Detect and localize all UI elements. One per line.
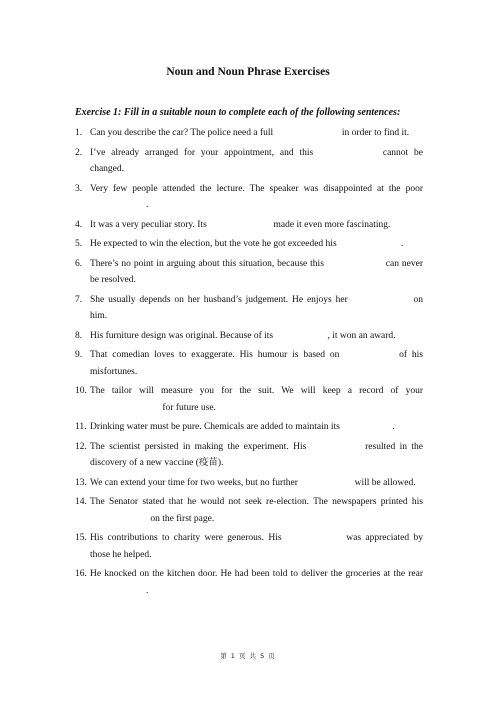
exercise-item: [75, 217, 423, 234]
exercise-item: [75, 475, 423, 492]
item-text-before-blank: It was a very peculiar story. Its: [90, 219, 207, 230]
item-text-before-blank: His contributions to charity were generous. His: [90, 533, 282, 543]
item-text-before-blank: There’s no point in arguing about this situation, because this: [90, 258, 324, 269]
exercise-item: [75, 236, 423, 253]
item-number: 6.: [75, 258, 83, 269]
exercise-item: [75, 439, 423, 472]
exercise-item: [75, 328, 423, 345]
item-text-after-blank: .: [146, 585, 149, 596]
item-text-before-blank: The Senator stated that he would not seek re-election. The newspapers printed his: [90, 497, 423, 507]
item-number: 15.: [75, 533, 87, 543]
exercise-item: [75, 419, 423, 436]
item-text-after-blank: on him.: [90, 294, 424, 321]
item-text-after-blank: made it even more fascinating.: [273, 219, 391, 230]
item-number: 5.: [75, 239, 83, 249]
exercise-item: [75, 125, 423, 142]
item-text-after-blank: resulted in the discovery of a new vaccine (疫苗).: [90, 441, 424, 468]
item-text-before-blank: I’ve already arranged for your appointment, and this: [90, 147, 314, 158]
item-text-before-blank: Can you describe the car? The police need a full: [90, 128, 274, 138]
item-number: 16.: [75, 569, 87, 579]
item-text-before-blank: Drinking water must be pure. Chemicals are added to maintain its: [90, 422, 340, 432]
item-number: 12.: [75, 441, 87, 452]
exercise-item: [75, 256, 423, 289]
item-text-after-blank: was appreciated by those he helped.: [90, 533, 424, 560]
item-text-after-blank: on the first page.: [150, 513, 215, 524]
item-text-after-blank: cannot be changed.: [90, 147, 423, 174]
exercise-heading: Exercise 1: Fill in a suitable noun to complete each of the following sentences:: [75, 107, 401, 118]
item-text-after-blank: will be allowed.: [354, 477, 416, 488]
item-number: 10.: [75, 386, 87, 396]
item-text-after-blank: , it won an award.: [327, 330, 396, 341]
item-text-after-blank: for future use.: [162, 402, 216, 413]
item-number: 4.: [75, 219, 83, 230]
item-number: 13.: [75, 477, 87, 488]
item-text-before-blank: That comedian loves to exaggerate. His humour is based on: [90, 350, 340, 360]
item-text-before-blank: We can extend your time for two weeks, but no further: [90, 477, 298, 488]
item-number: 7.: [75, 294, 83, 305]
item-text-after-blank: in order to find it.: [341, 128, 410, 138]
item-text-before-blank: Very few people attended the lecture. The speaker was disappointed at the poor: [90, 183, 423, 194]
item-number: 9.: [75, 350, 83, 360]
item-number: 3.: [75, 183, 83, 194]
item-text-after-blank: of his misfortunes.: [90, 350, 423, 377]
exercise-item: [75, 347, 423, 380]
exercise-item: [75, 292, 423, 325]
exercise-item-list: [75, 125, 423, 602]
page-footer: 第 1 页 共 5 页: [220, 652, 276, 660]
item-text-before-blank: The scientist persisted in making the experiment. His: [90, 441, 307, 452]
item-text-before-blank: The tailor will measure you for the suit. We will keep a record of your: [90, 386, 423, 396]
exercise-item: [75, 494, 423, 527]
item-text-before-blank: He knocked on the kitchen door. He had been told to deliver the groceries at the rear: [90, 569, 423, 579]
item-text-after-blank: can never be resolved.: [90, 258, 423, 285]
exercise-item: [75, 181, 423, 214]
item-number: 1.: [75, 128, 83, 138]
item-text-before-blank: His furniture design was original. Because of its: [90, 330, 274, 341]
item-text-after-blank: .: [392, 422, 395, 432]
exercise-item: [75, 383, 423, 416]
exercise-item: [75, 566, 423, 599]
item-text-before-blank: She usually depends on her husband’s judgement. He enjoys her: [90, 294, 348, 305]
item-number: 14.: [75, 497, 87, 507]
item-text-after-blank: .: [401, 239, 404, 249]
exercise-item: [75, 145, 423, 178]
exercise-item: [75, 530, 423, 563]
item-number: 2.: [75, 147, 83, 158]
item-text-before-blank: He expected to win the election, but the vote he got exceeded his: [90, 239, 337, 249]
item-number: 8.: [75, 330, 83, 341]
item-text-after-blank: .: [146, 200, 149, 210]
document-title: Noun and Noun Phrase Exercises: [166, 66, 330, 78]
item-number: 11.: [75, 422, 87, 432]
